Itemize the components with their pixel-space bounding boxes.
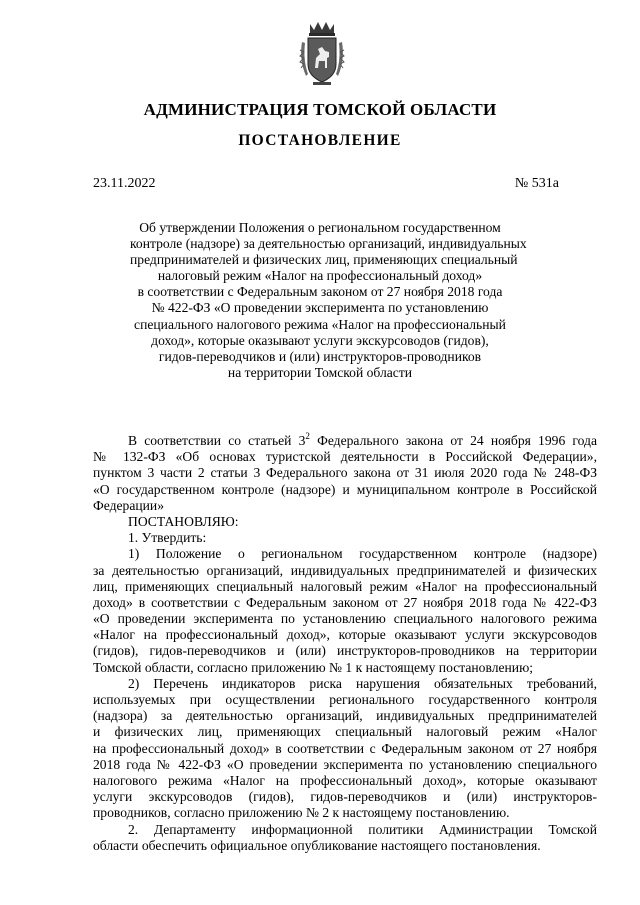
item-1-2-line: на профессиональный доход» в соответствии с Федеральным законом от 27 ноября [93, 740, 597, 756]
preamble-line [93, 433, 597, 449]
document-type: ПОСТАНОВЛЕНИЕ [238, 132, 402, 149]
document-title [130, 220, 527, 381]
item-1-2-line: 2) Перечень индикаторов риска нарушения обязательных требований, [128, 675, 597, 691]
title-line: № 422-ФЗ «О проведении эксперимента по установлению [151, 300, 489, 316]
item-1-1-line: Томской области, согласно приложению № 1 к настоящему постановлению; [93, 659, 534, 675]
resolve-word: ПОСТАНОВЛЯЮ: [128, 513, 239, 529]
item-1-1-line: 1) Положение о региональном государственном контроле (надзоре) [128, 546, 597, 562]
item-1-2-line: проводников, согласно приложению № 2 к настоящему постановлению. [93, 805, 510, 821]
item-1-2-line: налогового режима «Налог на профессиональный доход», которые оказывают [93, 772, 597, 788]
item-1-2-line: и физических лиц, применяющих специальный налоговый режим «Налог [93, 724, 597, 740]
item-2-line: области обеспечить официальное опубликование настоящего постановления. [93, 837, 541, 853]
item-1-1-line: лиц, применяющих специальный налоговый режим «Налог на профессиональный [93, 578, 597, 594]
coat-of-arms-icon [296, 20, 348, 88]
title-line: в соответствии с Федеральным законом от 27 ноября 2018 года [137, 284, 503, 300]
title-line: контроле (надзоре) за деятельностью организаций, индивидуальных [130, 236, 527, 252]
item-1-1-line: за деятельностью организаций, индивидуальных предпринимателей и физических [93, 562, 597, 578]
title-line: доход», которые оказывают услуги экскурсоводов (гидов), [151, 332, 489, 348]
organization-name: АДМИНИСТРАЦИЯ ТОМСКОЙ ОБЛАСТИ [143, 100, 497, 119]
item-1-1-line: «О проведении эксперимента по установлению специального налогового режима [93, 611, 597, 627]
superscript: 2 [305, 431, 310, 441]
item-1-heading: 1. Утвердить: [128, 530, 207, 546]
preamble-line: пунктом 3 части 2 статьи 3 Федерального закона от 31 июля 2020 года № 248-ФЗ [93, 465, 597, 481]
document-date: 23.11.2022 [93, 176, 156, 191]
item-1-2-line: услуги экскурсоводов (гидов), гидов-переводчиков и (или) инструкторов- [93, 789, 597, 805]
title-line: гидов-переводчиков и (или) инструкторов-проводников [158, 348, 482, 364]
preamble-line: «О государственном контроле (надзоре) и муниципальном контроле в Российской [93, 481, 597, 497]
title-line: на территории Томской области [227, 364, 413, 380]
item-1-2-line: 2018 года № 422-ФЗ «О проведении эксперимента по установлению специального [93, 756, 597, 772]
item-1-1-line: доход» в соответствии с Федеральным законом от 27 ноября 2018 года № 422-ФЗ [93, 594, 597, 610]
title-line: налоговый режим «Налог на профессиональный доход» [157, 268, 483, 284]
item-1-2-line: используемых при осуществлении регионального государственного контроля [93, 692, 597, 707]
title-line: специального налогового режима «Налог на профессиональный [134, 316, 506, 332]
preamble-text: В соответствии со статьей 3 [128, 433, 306, 448]
title-line: предпринимателей и физических лиц, применяющих специальный [130, 252, 518, 268]
preamble-line: Федерации» [93, 497, 164, 513]
item-1-2-line: (надзора) за деятельностью организаций, индивидуальных предпринимателей [93, 708, 597, 724]
item-1-1-line: «Налог на профессиональный доход», которые оказывают услуги экскурсоводов [93, 627, 597, 643]
document-number: № 531а [514, 176, 559, 191]
preamble-text: Федерального закона от 24 ноября 1996 года [309, 433, 597, 448]
preamble-line: № 132-ФЗ «Об основах туристской деятельности в Российской Федерации», [93, 449, 597, 465]
title-line: Об утверждении Положения о региональном государственном [139, 220, 501, 235]
document-body [93, 433, 597, 854]
item-1-1-line: (гидов), гидов-переводчиков и (или) инструкторов-проводников на территории [93, 643, 597, 659]
item-2-line: 2. Департаменту информационной политики Администрации Томской [128, 821, 597, 837]
